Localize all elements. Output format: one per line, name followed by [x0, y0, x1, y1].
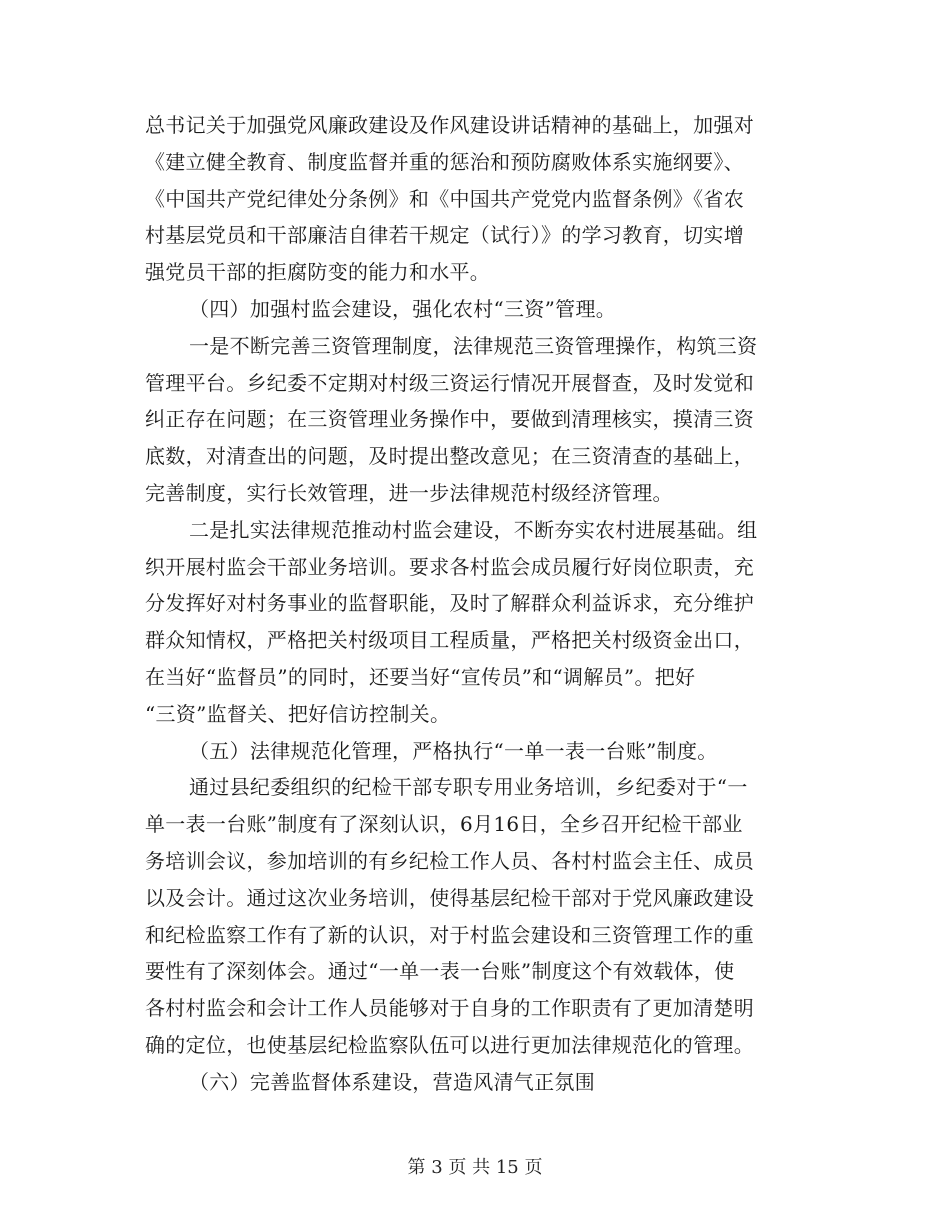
- text-line: 《建立健全教育、制度监督并重的惩治和预防腐败体系实施纲要》、: [145, 149, 744, 174]
- text-line: 管理平台。乡纪委不定期对村级三资运行情况开展督查，及时发觉和: [145, 370, 754, 395]
- text-line: 群众知情权，严格把关村级项目工程质量，严格把关村级资金出口，: [145, 628, 754, 653]
- text-line: 要性有了深刻体会。通过“一单一表一台账”制度这个有效载体，使: [145, 959, 735, 984]
- text-line: 完善制度，实行长效管理，进一步法律规范村级经济管理。: [145, 480, 673, 505]
- text-line: 《中国共产党纪律处分条例》和《中国共产党党内监督条例》《省农: [145, 186, 744, 211]
- text-line: 以及会计。通过这次业务培训，使得基层纪检干部对于党风廉政建设: [145, 885, 754, 910]
- text-line: 分发挥好对村务事业的监督职能，及时了解群众利益诉求，充分维护: [145, 591, 754, 616]
- page-number-footer: 第 3 页 共 15 页: [407, 1157, 543, 1178]
- text-line: 通过县纪委组织的纪检干部专职专用业务培训，乡纪委对于“一: [189, 775, 748, 800]
- text-line: 在当好“监督员”的同时，还要当好“宣传员”和“调解员”。把好: [145, 664, 696, 689]
- section-heading: （四）加强村监会建设，强化农村“三资”管理。: [189, 296, 617, 321]
- section-heading: （五）法律规范化管理，严格执行“一单一表一台账”制度。: [189, 738, 718, 763]
- text-line: 一是不断完善三资管理制度，法律规范三资管理操作，构筑三资: [189, 333, 758, 358]
- text-line: 强党员干部的拒腐防变的能力和水平。: [145, 260, 491, 285]
- section-heading: （六）完善监督体系建设，营造风清气正氛围: [189, 1069, 595, 1094]
- text-line: 二是扎实法律规范推动村监会建设，不断夯实农村进展基础。组: [189, 517, 758, 542]
- text-line: 纠正存在问题；在三资管理业务操作中，要做到清理核实，摸清三资: [145, 407, 754, 432]
- text-line: 织开展村监会干部业务培训。要求各村监会成员履行好岗位职责，充: [145, 554, 754, 579]
- text-line: 总书记关于加强党风廉政建设及作风建设讲话精神的基础上，加强对: [145, 113, 754, 137]
- text-line: 底数，对清查出的问题，及时提出整改意见；在三资清查的基础上，: [145, 444, 754, 469]
- text-line: 务培训会议，参加培训的有乡纪检工作人员、各村村监会主任、成员: [145, 848, 754, 873]
- text-line: 村基层党员和干部廉洁自律若干规定（试行）》的学习教育，切实增: [145, 223, 744, 248]
- document-body: [145, 107, 805, 1101]
- text-line: 和纪检监察工作有了新的认识，对于村监会建设和三资管理工作的重: [145, 922, 754, 947]
- text-line: “三资”监督关、把好信访控制关。: [145, 701, 451, 726]
- text-line: 各村村监会和会计工作人员能够对于自身的工作职责有了更加清楚明: [145, 996, 754, 1021]
- text-line: 单一表一台账”制度有了深刻认识，6月16日，全乡召开纪检干部业: [145, 812, 743, 837]
- text-line: 确的定位，也使基层纪检监察队伍可以进行更加法律规范化的管理。: [145, 1032, 754, 1057]
